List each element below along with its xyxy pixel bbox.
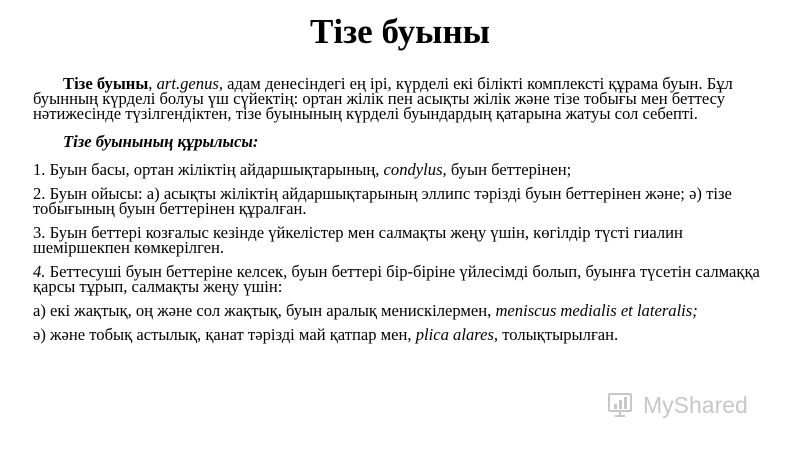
structure-subheading: Тізе буынының құрылысы: [63,132,259,151]
myshared-watermark [606,390,748,420]
intro-term: Тізе буыны [63,74,149,93]
item-3: 3. Буын беттері козғалыс кезінде үйкелістер мен салмақты жеңу үшін, көгілдір түсті гиалин шеміршекпен көмкерілген. [33,223,683,257]
item-ae [33,327,768,342]
item-1 [33,162,768,177]
item-4-text: Беттесуші буын беттеріне келсек, буын беттері бір-біріне үйлесімді болып, буынға түсетін салмаққа қарсы тұрып, салмақты жеңу үшін: [33,262,760,296]
item-1-latin: condylus, [383,160,447,179]
item-ae-post: толықтырылған. [498,325,619,344]
myshared-logo-icon [606,391,640,419]
intro-text: адам денесіндегі ең ірі, күрделі екі білікті комплексті құрама буын. Бұл буынның күрделі болуы үш сүйектің: ортан жілік пен асықты жілік және тізе тобығы мен беттесу нәтижесінде түзілгендіктен, тізе буынының күрделі буындардың қатарына жатуы сол себепті. [33,74,733,123]
intro-latin: art.genus, [156,74,223,93]
slide-title: Тізе буыны [310,12,490,51]
intro-sep: , [148,74,157,93]
item-ae-latin: plica alares, [415,325,499,344]
item-a-latin: meniscus medialis et lateralis; [495,301,698,320]
item-ae-pre: ә) және тобық астылық, қанат тәрізді май қатпар мен, [33,325,416,344]
item-4-number: 4. [33,262,46,281]
item-a [33,303,768,318]
item-1-pre: 1. Буын басы, ортан жіліктің айдаршықтарының, [33,160,384,179]
item-a-pre: а) екі жақтық, оң және сол жақтық, буын аралық менискілермен, [33,301,496,320]
item-4 [33,264,768,294]
intro-paragraph [33,76,768,121]
item-2: 2. Буын ойысы: а) асықты жіліктің айдаршықтарының эллипс тәрізді буын беттерінен және; ә) тізе тобығының буын беттерінен құралған. [33,184,732,218]
slide-body [33,76,768,342]
item-1-post: буын беттерінен; [446,160,572,179]
watermark-text: MyShared [643,391,748,418]
